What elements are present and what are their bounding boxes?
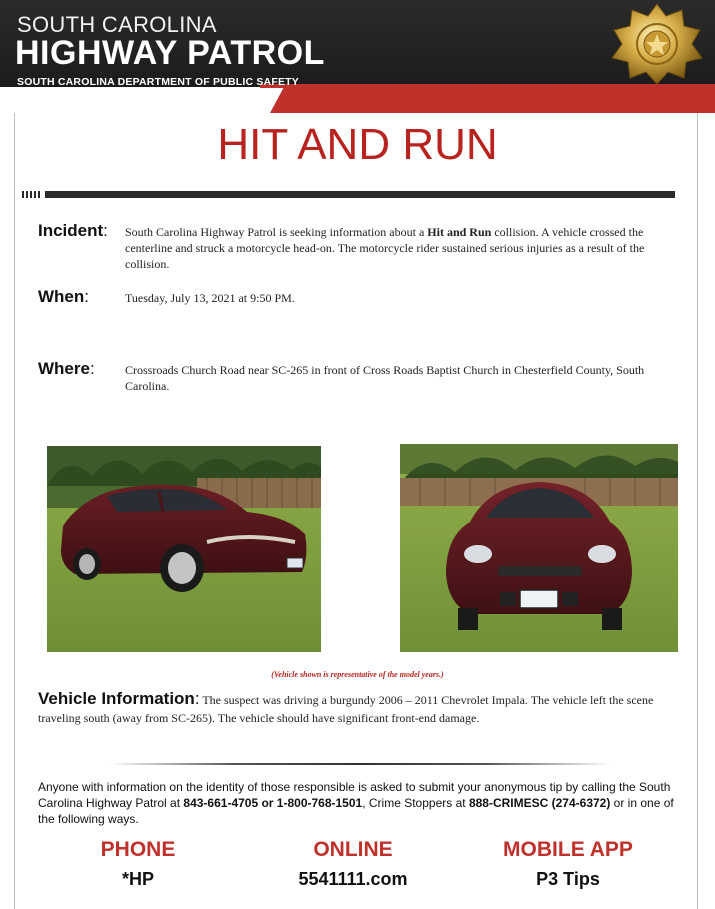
title-rule-ticks	[22, 191, 42, 198]
photo-caption: (Vehicle shown is representative of the model years.)	[271, 670, 444, 679]
header-department-name: SOUTH CAROLINA DEPARTMENT OF PUBLIC SAFETY	[17, 76, 299, 88]
where-text: Crossroads Church Road near SC-265 in front of Cross Roads Baptist Church in Chesterfield County, South Carolina.	[125, 363, 645, 393]
contact-online-link[interactable]: 5541111.com	[298, 869, 408, 889]
header-agency-name: HIGHWAY PATROL	[15, 34, 325, 72]
contact-online-heading: ONLINE	[313, 838, 393, 861]
header-state-name: SOUTH CAROLINA	[17, 12, 217, 37]
contact-phone-heading: PHONE	[100, 838, 176, 861]
incident-text: South Carolina Highway Patrol is seeking information about a Hit and Run collision. A vehicle crossed the centerline and struck a motorcycle head-on. The motorcycle rider sustained serious injuries as a result of the collision.	[125, 225, 645, 271]
when-text: Tuesday, July 13, 2021 at 9:50 PM.	[125, 291, 295, 305]
footer-separator	[110, 763, 610, 765]
where-label: Where:	[38, 359, 95, 378]
page-border-left	[14, 113, 15, 909]
header-red-band	[270, 87, 715, 113]
title-rule	[45, 191, 675, 198]
vehicle-info-label: Vehicle Information:	[38, 689, 200, 708]
page-title: HIT AND RUN	[217, 120, 498, 169]
contact-phone-value[interactable]: *HP	[121, 869, 154, 889]
vehicle-info-text: The suspect was driving a burgundy 2006 – 2011 Chevrolet Impala. The vehicle left the scene traveling south (away from SC-265). The vehicle should have significant front-end damage.	[38, 693, 654, 725]
when-label: When:	[38, 287, 90, 306]
highway-patrol-badge-icon	[608, 2, 706, 86]
vehicle-photo-side	[47, 446, 321, 652]
incident-label: Incident:	[38, 221, 108, 240]
page-border-right	[697, 113, 698, 909]
vehicle-info-block	[38, 690, 688, 727]
vehicle-photo-front	[400, 444, 678, 652]
footer-instructions: Anyone with information on the identity of those responsible is asked to submit your anonymous tip by calling the South Carolina Highway Patrol at 843-661-4705 or 1-800-768-1501, Crime Stoppers at 888-CRIMESC (274-6372) or in one of the following ways.	[38, 780, 674, 826]
contact-app-value[interactable]: P3 Tips	[536, 869, 600, 889]
contact-app-heading: MOBILE APP	[503, 838, 633, 861]
